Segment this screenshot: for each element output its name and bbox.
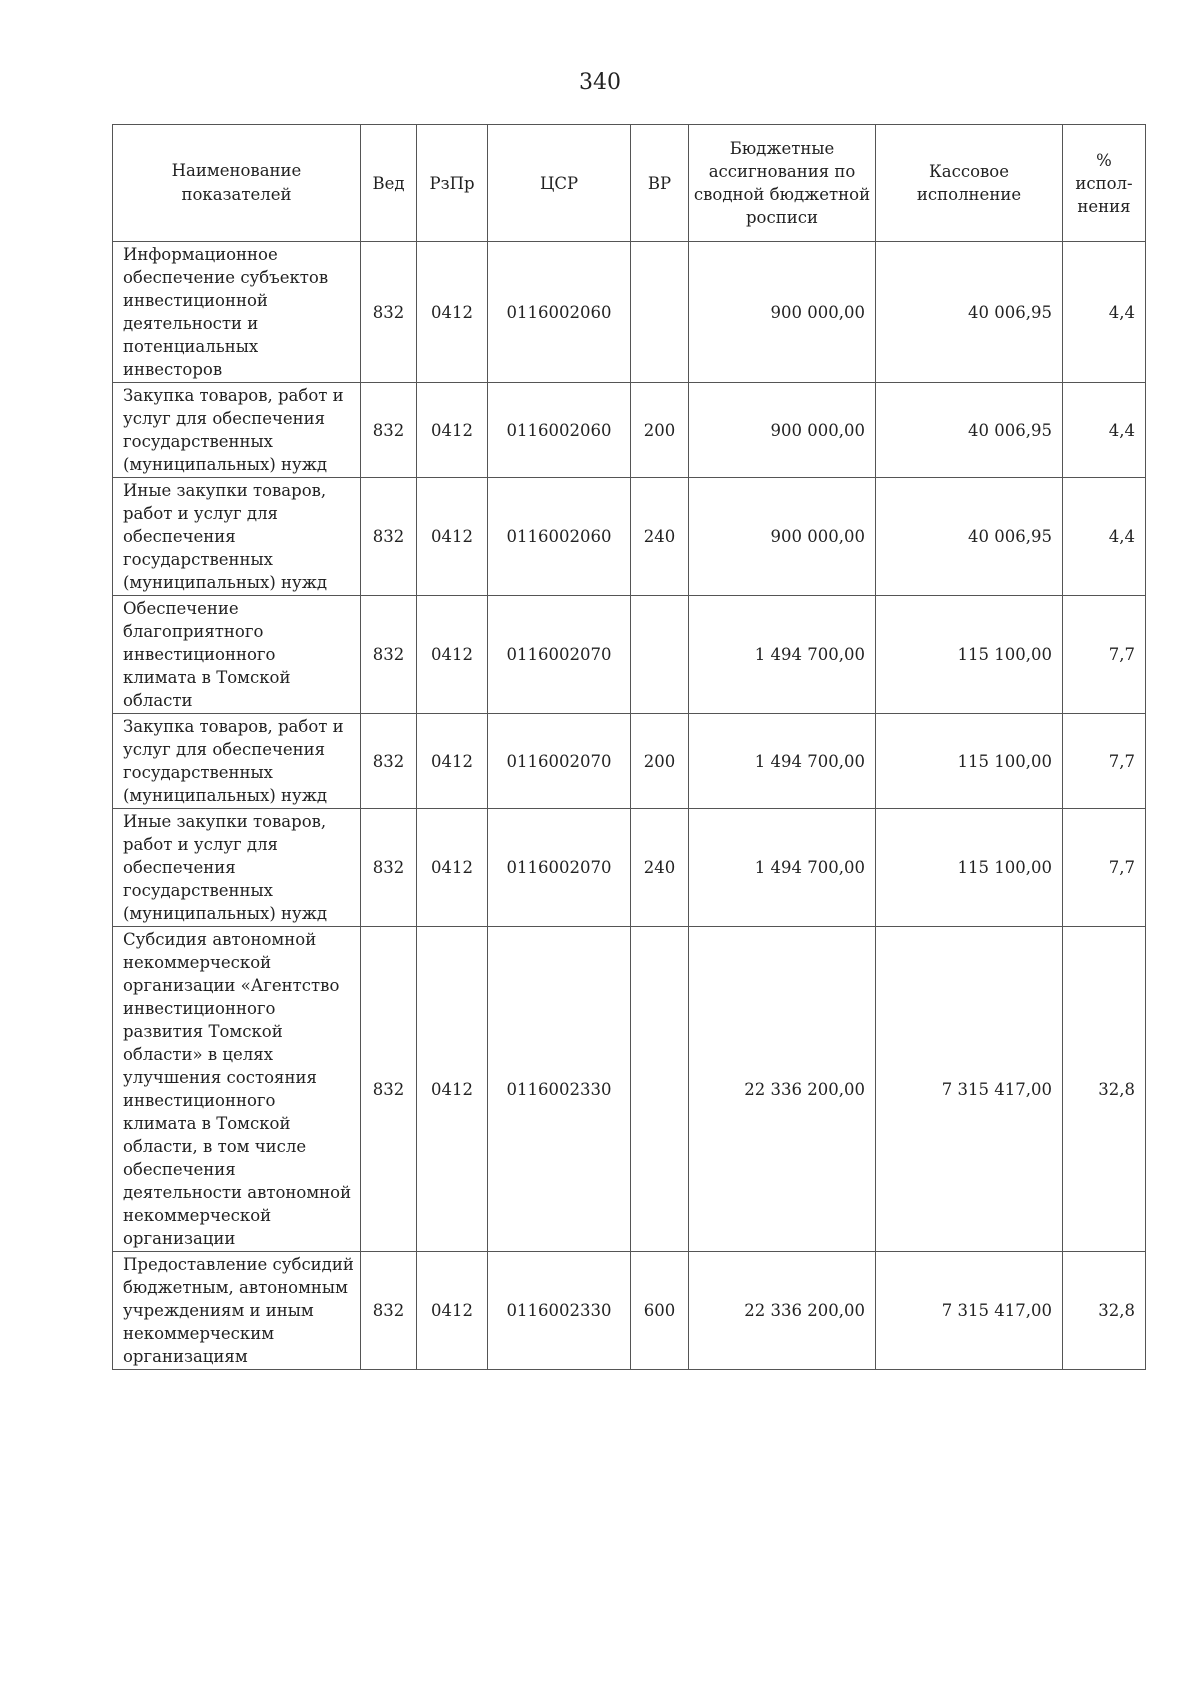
row-ved: 832 — [361, 809, 417, 927]
row-name: Закупка товаров, работ и услуг для обеспечения государственных (муниципальных) нужд — [113, 714, 361, 809]
row-csr: 0116002070 — [488, 714, 631, 809]
row-vr — [631, 596, 689, 714]
row-assignments: 900 000,00 — [689, 242, 876, 383]
row-assignments: 900 000,00 — [689, 478, 876, 596]
header-name: Наименование показателей — [113, 125, 361, 242]
row-rzpr: 0412 — [417, 927, 488, 1252]
row-vr: 240 — [631, 809, 689, 927]
row-name: Закупка товаров, работ и услуг для обеспечения государственных (муниципальных) нужд — [113, 383, 361, 478]
row-csr: 0116002070 — [488, 809, 631, 927]
row-percent-execution: 4,4 — [1063, 478, 1146, 596]
page-number: 340 — [579, 70, 621, 95]
row-csr: 0116002330 — [488, 927, 631, 1252]
row-cash-execution: 115 100,00 — [876, 714, 1063, 809]
row-percent-execution: 7,7 — [1063, 714, 1146, 809]
row-ved: 832 — [361, 383, 417, 478]
row-rzpr: 0412 — [417, 714, 488, 809]
row-ved: 832 — [361, 596, 417, 714]
row-ved: 832 — [361, 478, 417, 596]
row-csr: 0116002330 — [488, 1252, 631, 1370]
header-cash-execution: Кассовое исполнение — [876, 125, 1063, 242]
header-percent-execution: % испол-нения — [1063, 125, 1146, 242]
row-percent-execution: 4,4 — [1063, 383, 1146, 478]
row-ved: 832 — [361, 1252, 417, 1370]
row-rzpr: 0412 — [417, 809, 488, 927]
row-assignments: 1 494 700,00 — [689, 714, 876, 809]
row-vr: 200 — [631, 383, 689, 478]
row-vr — [631, 242, 689, 383]
table-row — [113, 809, 1146, 927]
table-row — [113, 478, 1146, 596]
row-csr: 0116002060 — [488, 383, 631, 478]
row-cash-execution: 7 315 417,00 — [876, 1252, 1063, 1370]
row-assignments: 22 336 200,00 — [689, 1252, 876, 1370]
row-vr: 600 — [631, 1252, 689, 1370]
row-percent-execution: 32,8 — [1063, 927, 1146, 1252]
row-ved: 832 — [361, 927, 417, 1252]
table-row — [113, 927, 1146, 1252]
row-cash-execution: 115 100,00 — [876, 596, 1063, 714]
row-cash-execution: 7 315 417,00 — [876, 927, 1063, 1252]
row-assignments: 1 494 700,00 — [689, 596, 876, 714]
row-rzpr: 0412 — [417, 1252, 488, 1370]
row-percent-execution: 4,4 — [1063, 242, 1146, 383]
row-name: Субсидия автономной некоммерческой организации «Агентство инвестиционного развития Томской области» в целях улучшения состояния инвестиционного климата в Томской области, в том числе обеспечения деятельности автономной некоммерческой организации — [113, 927, 361, 1252]
row-percent-execution: 7,7 — [1063, 809, 1146, 927]
row-ved: 832 — [361, 714, 417, 809]
row-rzpr: 0412 — [417, 596, 488, 714]
row-rzpr: 0412 — [417, 478, 488, 596]
header-csr: ЦСР — [488, 125, 631, 242]
row-ved: 832 — [361, 242, 417, 383]
row-name: Предоставление субсидий бюджетным, автономным учреждениям и иным некоммерческим организациям — [113, 1252, 361, 1370]
budget-table — [112, 124, 1146, 1370]
row-percent-execution: 7,7 — [1063, 596, 1146, 714]
row-cash-execution: 40 006,95 — [876, 478, 1063, 596]
table-row — [113, 383, 1146, 478]
row-csr: 0116002060 — [488, 242, 631, 383]
row-name: Информационное обеспечение субъектов инвестиционной деятельности и потенциальных инвесторов — [113, 242, 361, 383]
table-row — [113, 596, 1146, 714]
row-csr: 0116002070 — [488, 596, 631, 714]
table-row — [113, 714, 1146, 809]
row-cash-execution: 40 006,95 — [876, 242, 1063, 383]
row-rzpr: 0412 — [417, 242, 488, 383]
row-cash-execution: 40 006,95 — [876, 383, 1063, 478]
row-vr: 240 — [631, 478, 689, 596]
row-assignments: 22 336 200,00 — [689, 927, 876, 1252]
row-name: Обеспечение благоприятного инвестиционного климата в Томской области — [113, 596, 361, 714]
table-header-row — [113, 125, 1146, 242]
header-rzpr: РзПр — [417, 125, 488, 242]
header-vr: ВР — [631, 125, 689, 242]
row-percent-execution: 32,8 — [1063, 1252, 1146, 1370]
row-cash-execution: 115 100,00 — [876, 809, 1063, 927]
row-csr: 0116002060 — [488, 478, 631, 596]
table-row — [113, 242, 1146, 383]
header-assignments: Бюджетные ассигнования по сводной бюджетной росписи — [689, 125, 876, 242]
row-name: Иные закупки товаров, работ и услуг для обеспечения государственных (муниципальных) нужд — [113, 478, 361, 596]
row-rzpr: 0412 — [417, 383, 488, 478]
table-row — [113, 1252, 1146, 1370]
row-assignments: 1 494 700,00 — [689, 809, 876, 927]
row-vr: 200 — [631, 714, 689, 809]
header-ved: Вед — [361, 125, 417, 242]
row-assignments: 900 000,00 — [689, 383, 876, 478]
row-vr — [631, 927, 689, 1252]
row-name: Иные закупки товаров, работ и услуг для обеспечения государственных (муниципальных) нужд — [113, 809, 361, 927]
